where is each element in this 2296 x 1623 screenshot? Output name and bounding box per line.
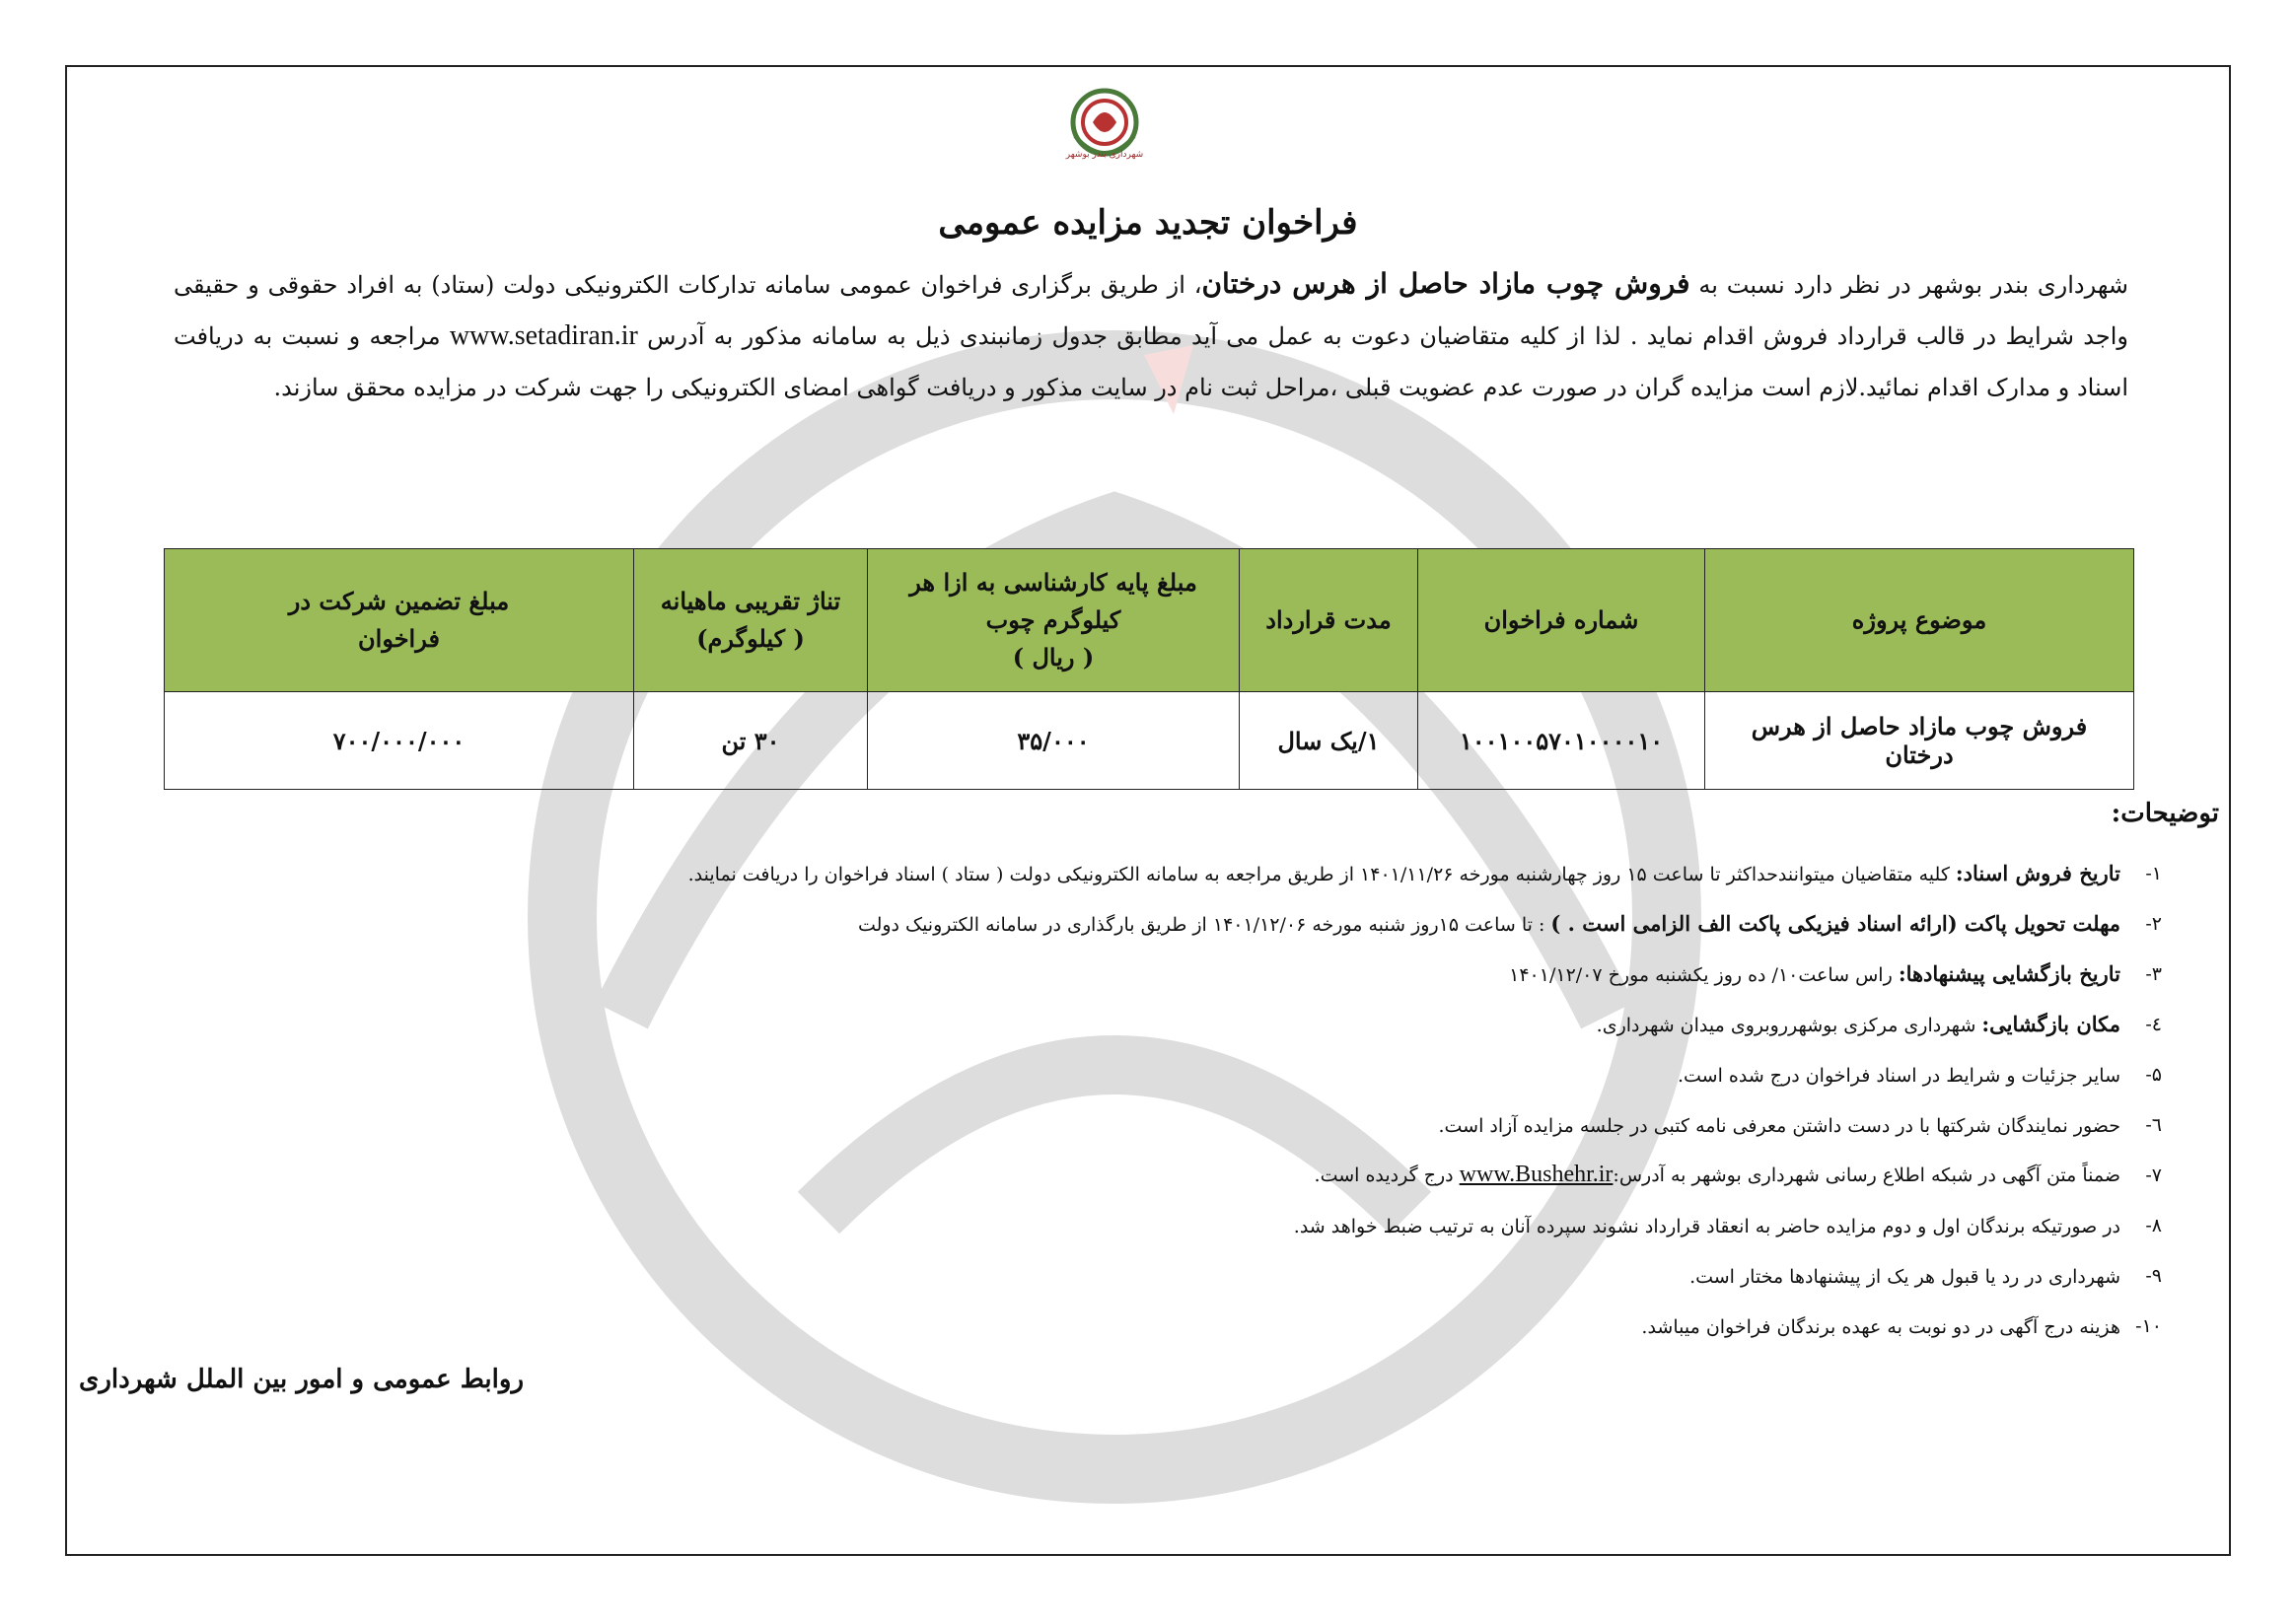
header-call-number: شماره فراخوان	[1418, 549, 1705, 692]
cell-guarantee: ۷۰۰/۰۰۰/۰۰۰	[165, 692, 634, 790]
cell-base-price: ۳۵/۰۰۰	[868, 692, 1240, 790]
cell-duration: ۱/یک سال	[1240, 692, 1418, 790]
header-guarantee: مبلغ تضمین شرکت در فراخوان	[165, 549, 634, 692]
list-item: ٦- حضور نمایندگان شرکتها با در دست داشتن معرفی نامه کتبی در جلسه مزایده آزاد است.	[1438, 1113, 2162, 1137]
intro-paragraph: شهرداری بندر بوشهر در نظر دارد نسبت به فروش چوب مازاد حاصل از هرس درختان، از طریق برگزاری فراخوان عمومی سامانه تدارکات الکترونیکی دولت (ستاد) به افراد حقوقی و حقیقی واجد شرایط در قالب قرارداد فروش اقدام نماید . لذا از کلیه متقاضیان دعوت به عمل می آید مطابق جدول زمانبندی ذیل به سامانه مذکور به آدرس www.setadiran.ir مراجعه و نسبت به دریافت اسناد و مدارک اقدام نمائید.لازم است مزایده گران در صورت عدم عضویت قبلی ،مراحل ثبت نام در سایت مذکور و دریافت گواهی امضای الکترونیکی را جهت شرکت در مزایده محقق سازند.	[174, 267, 2128, 401]
table-header-row	[165, 549, 2134, 692]
page-title: فراخوان تجدید مزایده عمومی	[938, 203, 1358, 243]
notes-list	[288, 848, 2162, 1351]
cell-tonnage: ۳۰ تن	[634, 692, 868, 790]
header-base-price: مبلغ پایه کارشناسی به ازا هر کیلوگرم چوب ( ریال )	[868, 549, 1240, 692]
list-item: ۳- تاریخ بازگشایی پیشنهادها: راس ساعت۱۰/ ده روز یکشنبه مورخ ۱۴۰۱/۱۲/۰۷	[1509, 961, 2162, 986]
municipality-logo-icon	[1057, 81, 1152, 176]
header-subject: موضوع پروژه	[1705, 549, 2134, 692]
table-row	[165, 692, 2134, 790]
list-item: ۸- در صورتیکه برندگان اول و دوم مزایده حاضر به انعقاد قرارداد نشوند سپرده آنان به ترتیب ضبط خواهد شد.	[1293, 1214, 2162, 1237]
bushehr-link[interactable]: www.Bushehr.ir	[1459, 1162, 1614, 1187]
list-item: ۷- ضمناً متن آگهی در شبکه اطلاع رسانی شهرداری بوشهر به آدرس:www.Bushehr.ir درج گردیده است.	[1314, 1162, 2162, 1187]
auction-table	[164, 548, 2134, 790]
intro-bold-subject: فروش چوب مازاد حاصل از هرس درختان	[1201, 267, 1690, 300]
setadiran-link[interactable]: www.setadiran.ir	[449, 320, 638, 351]
list-item: ۱- تاریخ فروش اسناد: کلیه متقاضیان میتوانندحداکثر تا ساعت ۱۵ روز چهارشنبه مورخه ۱۴۰۱/۱۱/۲۶ از طریق مراجعه به سامانه الکترونیکی دولت ( ستاد ) اسناد فراخوان را دریافت نمایند.	[687, 861, 2162, 885]
logo-caption: شهرداری بندر بوشهر	[1065, 150, 1144, 160]
list-item: ۹- شهرداری در رد یا قبول هر یک از پیشنهادها مختار است.	[1689, 1264, 2162, 1288]
list-item: ۵- سایر جزئیات و شرایط در اسناد فراخوان درج شده است.	[1677, 1063, 2162, 1087]
list-item: ٤- مکان بازگشایی: شهرداری مرکزی بوشهرروبروی میدان شهرداری.	[1596, 1012, 2162, 1036]
list-item: ۲- مهلت تحویل پاکت (ارائه اسناد فیزیکی پاکت الف الزامی است . ) : تا ساعت ۱۵روز شنبه مورخه ۱۴۰۱/۱۲/۰۶ از طریق بارگذاری در سامانه الکترونیک دولت	[857, 911, 2162, 936]
header-duration: مدت قرارداد	[1240, 549, 1418, 692]
cell-call-number: ۱۰۰۱۰۰۵۷۰۱۰۰۰۰۱۰	[1418, 692, 1705, 790]
list-item: ۱۰- هزینه درج آگهی در دو نوبت به عهده برندگان فراخوان میباشد.	[1641, 1314, 2162, 1338]
cell-subject: فروش چوب مازاد حاصل از هرس درختان	[1705, 692, 2134, 790]
signature: روابط عمومی و امور بین الملل شهرداری	[79, 1365, 525, 1394]
header-tonnage: تناژ تقریبی ماهیانه ( کیلوگرم)	[634, 549, 868, 692]
notes-title: توضیحات:	[2111, 799, 2219, 828]
